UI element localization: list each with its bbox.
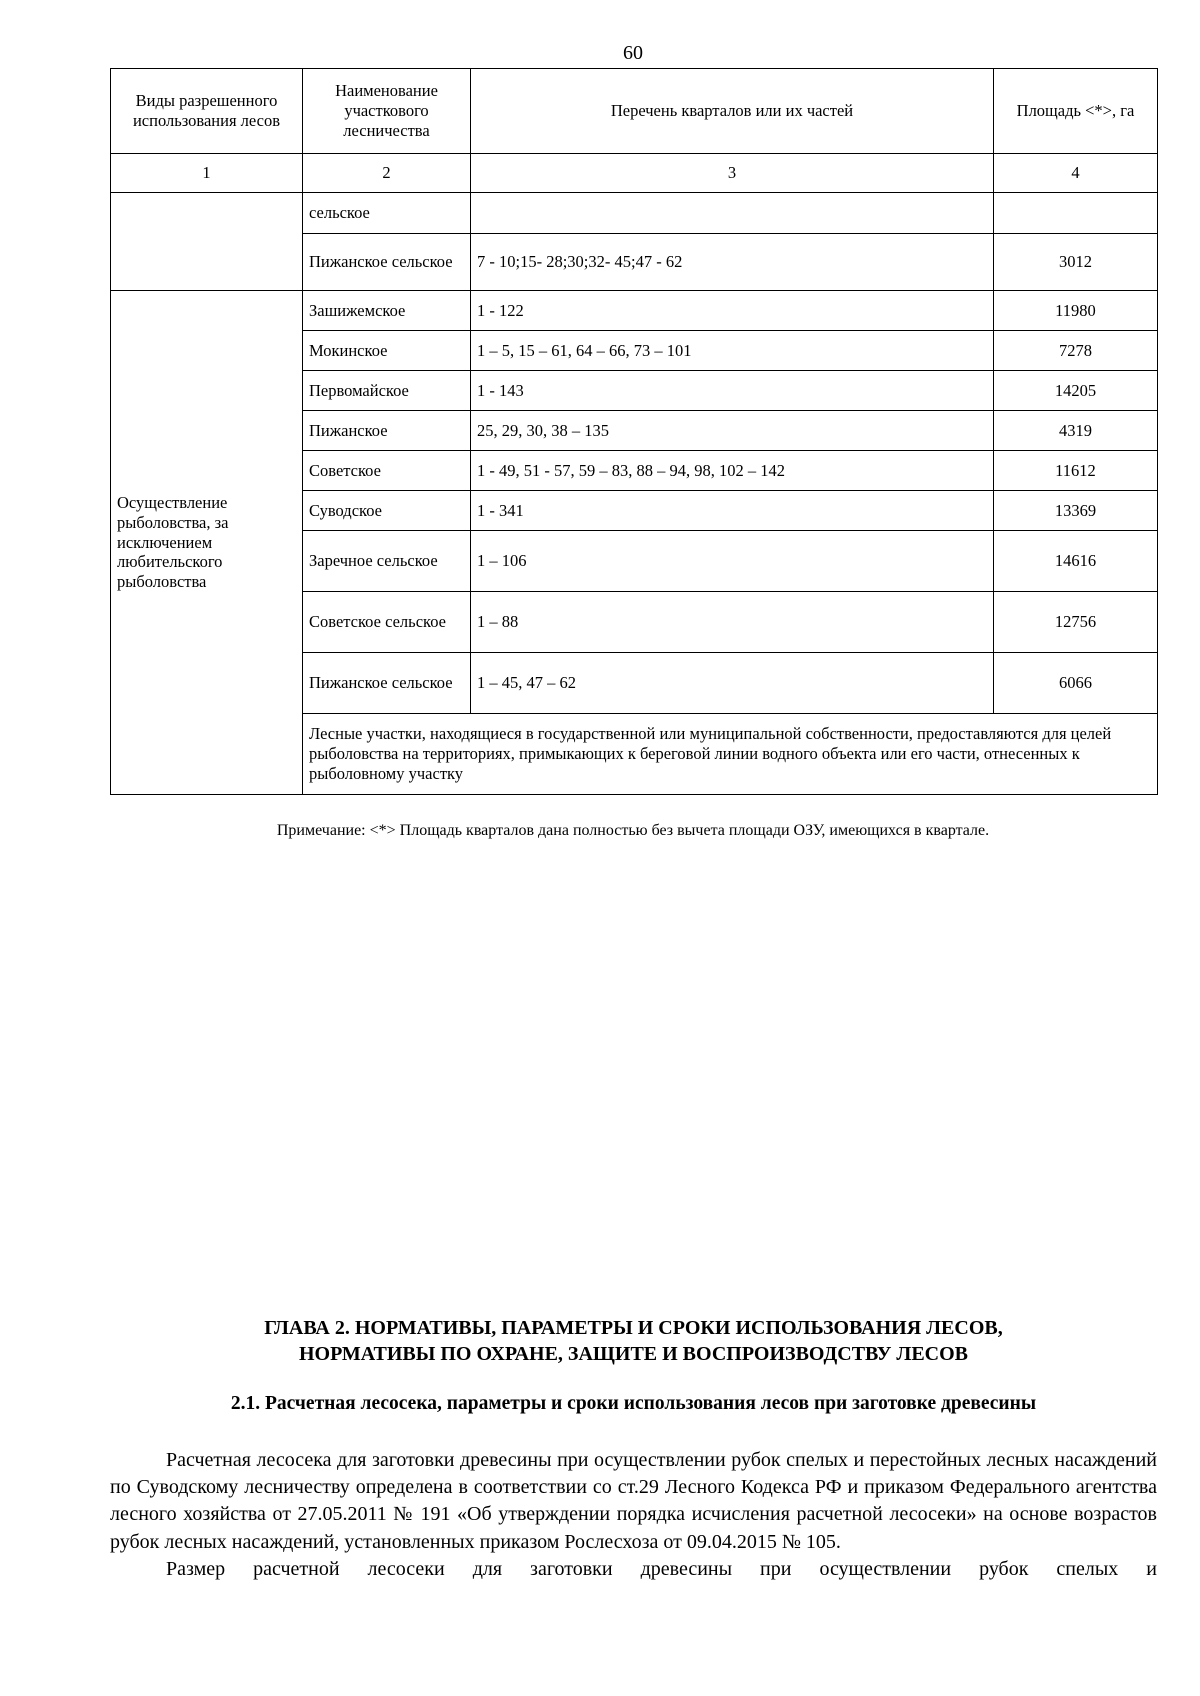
quarters-cell: 1 - 143 — [471, 371, 994, 411]
column-number: 3 — [471, 154, 994, 193]
forestry-cell: Пижанское сельское — [303, 653, 471, 714]
column-numbers-row — [111, 154, 1158, 193]
chapter-title-line: НОРМАТИВЫ ПО ОХРАНЕ, ЗАЩИТЕ И ВОСПРОИЗВОДСТВУ ЛЕСОВ — [298, 1343, 969, 1366]
table-header-row — [111, 69, 1158, 154]
page-number: 60 — [623, 42, 643, 64]
table-footnote: Примечание: <*> Площадь кварталов дана полностью без вычета площади ОЗУ, имеющихся в квартале. — [276, 822, 990, 839]
header-quarters: Перечень кварталов или их частей — [471, 69, 994, 154]
area-cell: 13369 — [994, 491, 1158, 531]
column-number: 1 — [111, 154, 303, 193]
table-row — [111, 193, 1158, 234]
area-cell: 14616 — [994, 531, 1158, 592]
column-number: 2 — [303, 154, 471, 193]
use-kind-cell: Осуществление рыболовства, за исключением любительского рыболовства — [111, 291, 303, 795]
quarters-cell — [471, 193, 994, 234]
header-use-kind: Виды разрешенного использования лесов — [111, 69, 303, 154]
forestry-cell: Мокинское — [303, 331, 471, 371]
forestry-cell: Советское — [303, 451, 471, 491]
forestry-cell: Первомайское — [303, 371, 471, 411]
header-area: Площадь <*>, га — [994, 69, 1158, 154]
quarters-cell: 1 - 341 — [471, 491, 994, 531]
use-kind-cell-empty — [111, 193, 303, 291]
forestry-cell: Зашижемское — [303, 291, 471, 331]
area-cell: 6066 — [994, 653, 1158, 714]
quarters-cell: 1 - 122 — [471, 291, 994, 331]
body-text — [110, 1447, 1157, 1583]
area-cell: 4319 — [994, 411, 1158, 451]
paragraph: Расчетная лесосека для заготовки древесины при осуществлении рубок спелых и перестойных лесных насаждений по Суводскому лесничеству определена в соответствии со ст.29 Лесного Кодекса РФ и приказом Федерального агентства лесного хозяйства от 27.05.2011 № 191 «Об утверждении порядка исчисления расчетной лесосеки» на основе возрастов рубок лесных насаждений, установленных приказом Рослесхоза от 09.04.2015 № 105. — [110, 1449, 1157, 1553]
header-forestry: Наименование участкового лесничества — [303, 69, 471, 154]
chapter-title — [110, 1315, 1157, 1368]
forestry-cell: Пижанское сельское — [303, 234, 471, 291]
forestry-cell: Суводское — [303, 491, 471, 531]
section-title: 2.1. Расчетная лесосека, параметры и сроки использования лесов при заготовке древесины — [230, 1393, 1037, 1414]
forestry-cell: Пижанское — [303, 411, 471, 451]
area-cell — [994, 193, 1158, 234]
forestry-cell: сельское — [303, 193, 471, 234]
forestry-cell: Советское сельское — [303, 592, 471, 653]
quarters-cell: 1 – 45, 47 – 62 — [471, 653, 994, 714]
quarters-cell: 1 – 106 — [471, 531, 994, 592]
column-number: 4 — [994, 154, 1158, 193]
area-cell: 11980 — [994, 291, 1158, 331]
quarters-cell: 1 - 49, 51 - 57, 59 – 83, 88 – 94, 98, 102 – 142 — [471, 451, 994, 491]
paragraph: Размер расчетной лесосеки для заготовки древесины при осуществлении рубок спелых и — [166, 1557, 1157, 1580]
table-note: Лесные участки, находящиеся в государственной или муниципальной собственности, предоставляются для целей рыболовства на территориях, примыкающих к береговой линии водного объекта или его части, отнесенных к рыболовному участку — [303, 714, 1158, 795]
quarters-cell: 1 – 88 — [471, 592, 994, 653]
quarters-cell: 7 - 10;15- 28;30;32- 45;47 - 62 — [471, 234, 994, 291]
table-row — [111, 291, 1158, 331]
quarters-cell: 25, 29, 30, 38 – 135 — [471, 411, 994, 451]
area-cell: 11612 — [994, 451, 1158, 491]
forest-use-table — [110, 68, 1158, 795]
area-cell: 7278 — [994, 331, 1158, 371]
area-cell: 12756 — [994, 592, 1158, 653]
forestry-cell: Заречное сельское — [303, 531, 471, 592]
chapter-title-line: ГЛАВА 2. НОРМАТИВЫ, ПАРАМЕТРЫ И СРОКИ ИСПОЛЬЗОВАНИЯ ЛЕСОВ, — [264, 1317, 1003, 1339]
quarters-cell: 1 – 5, 15 – 61, 64 – 66, 73 – 101 — [471, 331, 994, 371]
area-cell: 3012 — [994, 234, 1158, 291]
area-cell: 14205 — [994, 371, 1158, 411]
